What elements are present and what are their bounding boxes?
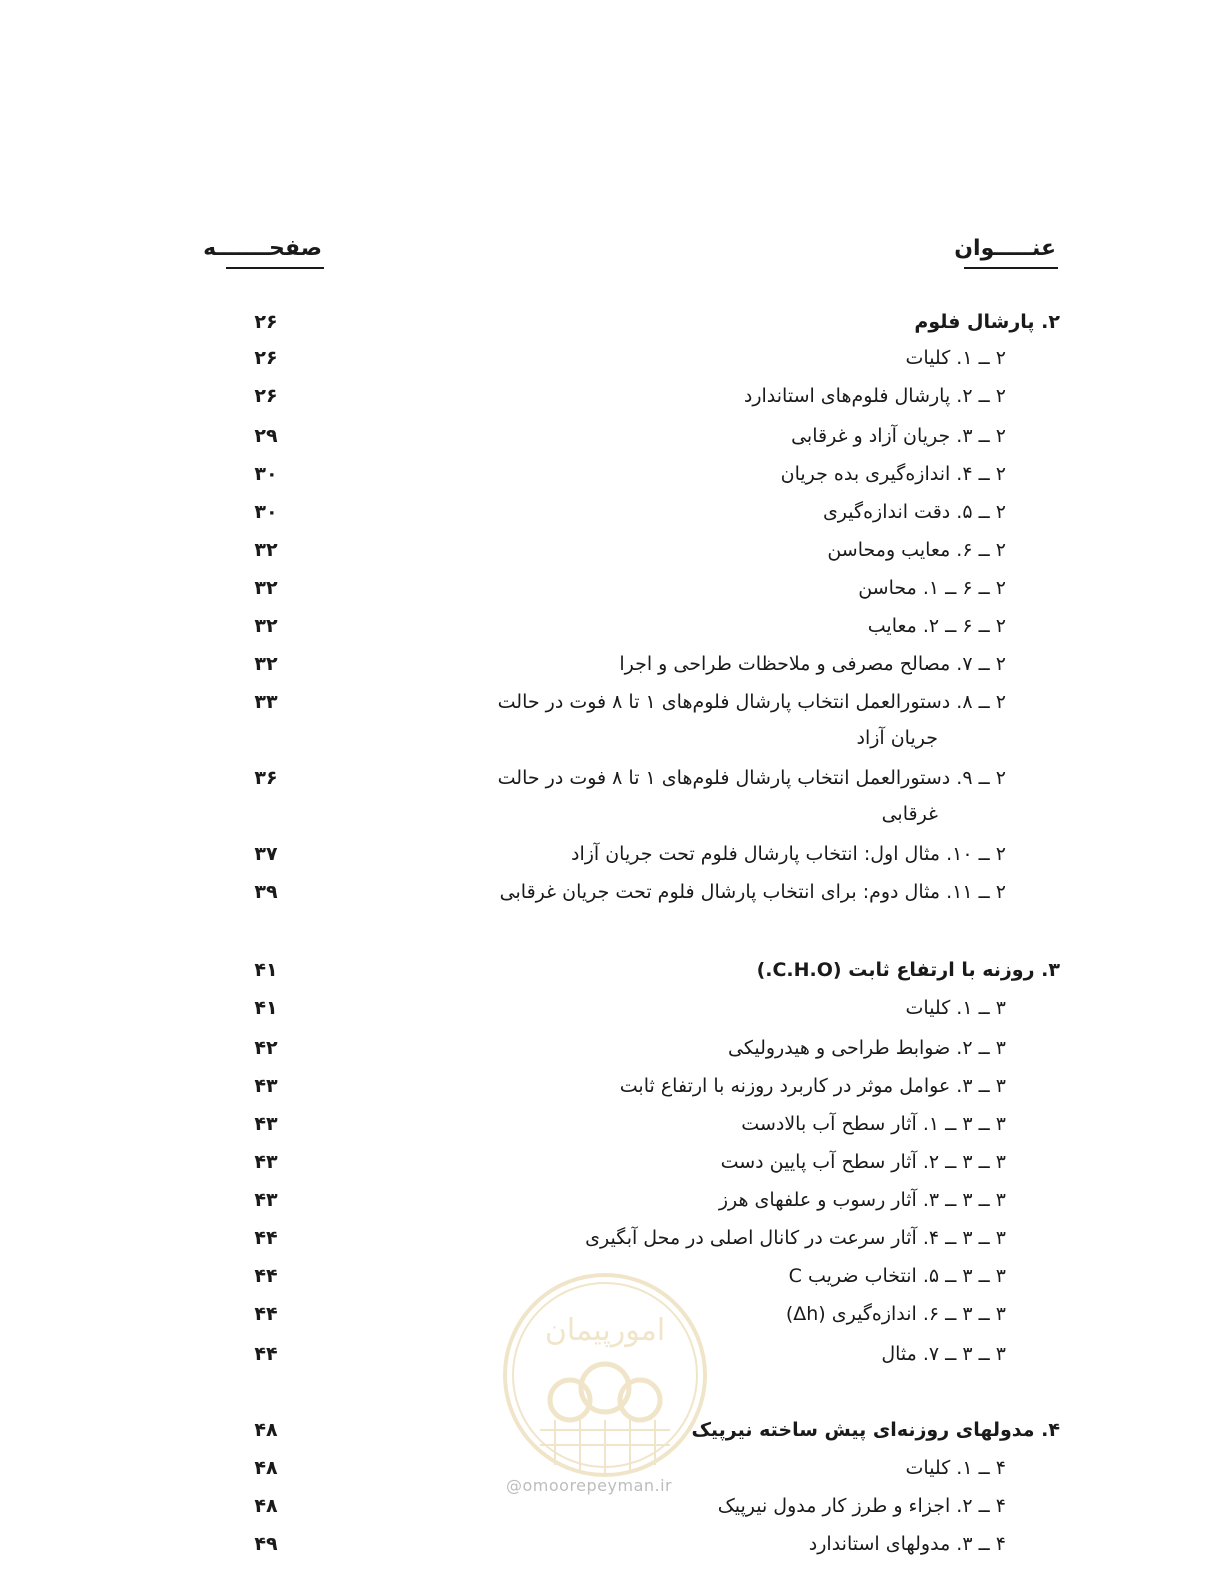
toc-entry-title: ۳ ــ ۳. عوامل موثر در کاربرد روزنه با ارتفاع ثابت [619, 1075, 1006, 1097]
toc-entry [0, 570, 1228, 606]
toc-entry [0, 720, 1228, 756]
toc-entry-page: ۳۲ [254, 615, 278, 637]
toc-entry-page: ۳۰ [254, 463, 278, 485]
toc-entry [0, 1030, 1228, 1066]
toc-entry-title: ۲ ــ ۷. مصالح مصرفی و ملاحظات طراحی و اجرا [619, 653, 1006, 675]
svg-text:امورپیمان: امورپیمان [544, 1313, 666, 1348]
toc-entry-page: ۴۳ [254, 1151, 278, 1173]
toc-entry-page: ۳۳ [254, 691, 278, 713]
toc-entry [0, 874, 1228, 910]
toc-entry-title: ۴ ــ ۲. اجزاء و طرز کار مدول نیرپیک [717, 1495, 1006, 1517]
toc-entry [0, 1144, 1228, 1180]
toc-entry-title: ۲ ــ ۱۰. مثال اول: انتخاب پارشال فلوم تحت جریان آزاد [570, 843, 1006, 865]
toc-entry [0, 418, 1228, 454]
toc-entry-page: ۴۳ [254, 1075, 278, 1097]
toc-entry [0, 796, 1228, 832]
toc-entry-title: ۲ ــ ۹. دستورالعمل انتخاب پارشال فلوم‌های ۱ تا ۸ فوت در حالت [497, 767, 1006, 789]
toc-entry [0, 760, 1228, 796]
toc-entry-page: ۲۶ [254, 385, 278, 407]
toc-entry-title: ۳ ــ ۳ ــ ۴. آثار سرعت در کانال اصلی در محل آبگیری [585, 1227, 1006, 1249]
toc-entry [0, 952, 1228, 988]
toc-entry-title: ۳ ــ ۲. ضوابط طراحی و هیدرولیکی [728, 1037, 1006, 1059]
toc-entry-page: ۴۴ [254, 1303, 278, 1325]
toc-entry [0, 304, 1228, 340]
toc-entry-title: ۲ ــ ۳. جریان آزاد و غرقابی [791, 425, 1006, 447]
watermark: @omoorepeyman.ir [506, 1476, 673, 1495]
toc-entry [0, 1068, 1228, 1104]
toc-entry-page: ۳۲ [254, 539, 278, 561]
toc-entry [0, 340, 1228, 376]
toc-entry-page: ۴۴ [254, 1227, 278, 1249]
toc-entry-title: ۴ ــ ۳. مدولهای استاندارد [808, 1533, 1006, 1555]
toc-entry-page: ۳۹ [254, 881, 278, 903]
toc-entry-title: ۳ ــ ۳ ــ ۳. آثار رسوب و علفهای هرز [718, 1189, 1006, 1211]
toc-entry-page: ۲۶ [254, 311, 278, 333]
toc-entry-title: ۲ ــ ۱۱. مثال دوم: برای انتخاب پارشال فلوم تحت جریان غرقابی [499, 881, 1006, 903]
toc-entry-page: ۴۴ [254, 1265, 278, 1287]
toc-entry-page: ۳۲ [254, 577, 278, 599]
toc-entry-page: ۴۸ [254, 1457, 278, 1479]
toc-entry-page: ۴۱ [254, 959, 278, 981]
toc-entry-title: ۴. مدولهای روزنه‌ای پیش ساخته نیرپیک [691, 1419, 1060, 1441]
toc-entry [0, 1220, 1228, 1256]
toc-entry-page: ۴۸ [254, 1419, 278, 1441]
toc-entry [0, 990, 1228, 1026]
toc-entry [0, 608, 1228, 644]
toc-entry-page: ۳۶ [254, 767, 278, 789]
toc-entry-title: ۲ ــ ۵. دقت اندازه‌گیری [822, 501, 1006, 523]
toc-entry-page: ۴۳ [254, 1113, 278, 1135]
toc-entry-title: ۲. پارشال فلوم [914, 311, 1060, 333]
toc-entry-page: ۳۷ [254, 843, 278, 865]
toc-entry-title: ۲ ــ ۶ ــ ۲. معایب [867, 615, 1006, 637]
toc-entry [0, 646, 1228, 682]
toc-entry-title: ۳ ــ ۳ ــ ۲. آثار سطح آب پایین دست [720, 1151, 1006, 1173]
column-header-page: صفحـــــــه [226, 236, 324, 269]
toc-entry-page: ۳۲ [254, 653, 278, 675]
toc-entry [0, 1182, 1228, 1218]
column-header-title: عنـــــوان [964, 236, 1058, 269]
toc-entry-title: ۲ ــ ۲. پارشال فلوم‌های استاندارد [743, 385, 1006, 407]
toc-entry-title: ۲ ــ ۴. اندازه‌گیری بده جریان [780, 463, 1006, 485]
toc-entry [0, 494, 1228, 530]
toc-entry [0, 1106, 1228, 1142]
toc-entry-page: ۴۱ [254, 997, 278, 1019]
toc-entry [0, 1526, 1228, 1562]
toc-entry-title: ۳. روزنه با ارتفاع ثابت (C.H.O.) [756, 959, 1060, 981]
toc-entry-title: ۲ ــ ۸. دستورالعمل انتخاب پارشال فلوم‌های ۱ تا ۸ فوت در حالت [497, 691, 1006, 713]
toc-entry [0, 456, 1228, 492]
toc-entry-page: ۴۳ [254, 1189, 278, 1211]
toc-entry [0, 684, 1228, 720]
toc-entry-page: ۳۰ [254, 501, 278, 523]
toc-entry-title: ۲ ــ ۶. معایب ومحاسن [827, 539, 1006, 561]
toc-entry-title: ۴ ــ ۱. کلیات [905, 1457, 1006, 1479]
toc-entry-page: ۴۸ [254, 1495, 278, 1517]
toc-entry-title: غرقابی [881, 803, 938, 825]
toc-entry-title: ۳ ــ ۱. کلیات [905, 997, 1006, 1019]
toc-entry-page: ۴۹ [254, 1533, 278, 1555]
toc-entry-page: ۲۶ [254, 347, 278, 369]
toc-entry-title: ۳ ــ ۳ ــ ۷. مثال [881, 1343, 1006, 1365]
toc-entry-page: ۴۴ [254, 1343, 278, 1365]
toc-entry-title: ۳ ــ ۳ ــ ۶. اندازه‌گیری (Δh) [785, 1303, 1006, 1325]
toc-entry-title: ۳ ــ ۳ ــ ۵. انتخاب ضریب C [788, 1265, 1006, 1287]
toc-entry-title: جریان آزاد [856, 727, 938, 749]
toc-entry-title: ۳ ــ ۳ ــ ۱. آثار سطح آب بالادست [741, 1113, 1006, 1135]
toc-entry-title: ۲ ــ ۱. کلیات [905, 347, 1006, 369]
toc-entry-page: ۴۲ [254, 1037, 278, 1059]
toc-entry [0, 378, 1228, 414]
toc-entry [0, 532, 1228, 568]
toc-entry-title: ۲ ــ ۶ ــ ۱. محاسن [858, 577, 1006, 599]
stamp-logo-icon [500, 1270, 710, 1480]
toc-entry-page: ۲۹ [254, 425, 278, 447]
toc-entry [0, 836, 1228, 872]
